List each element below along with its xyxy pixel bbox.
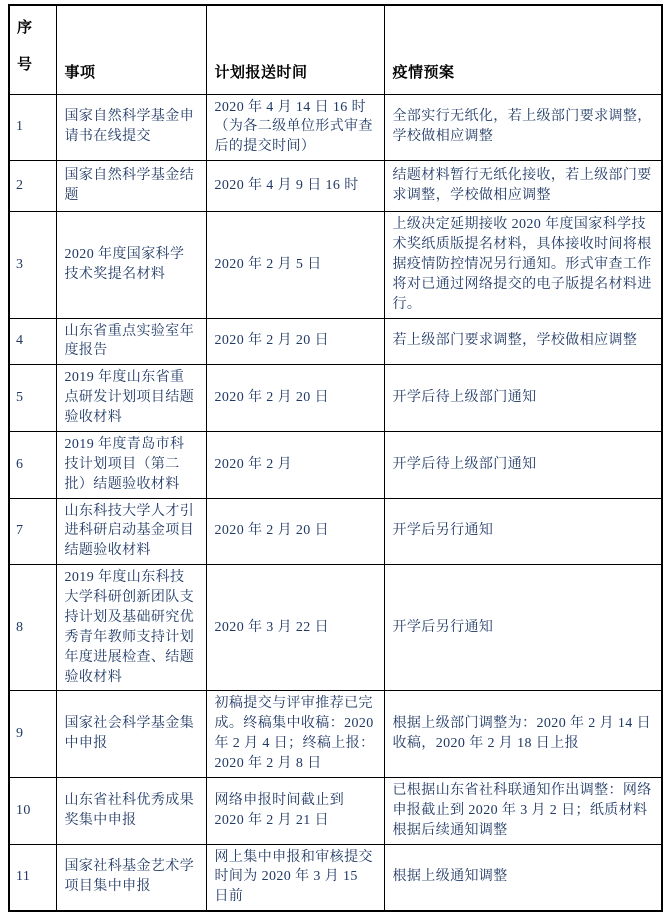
cell-time: 网络申报时间截止到 2020 年 2 月 21 日 (206, 777, 384, 844)
cell-time: 2020 年 2 月 20 日 (206, 498, 384, 565)
cell-plan: 结题材料暂行无纸化接收，若上级部门要求调整，学校做相应调整 (384, 161, 662, 212)
cell-time: 初稿提交与评审推荐已完成。终稿集中收稿：2020 年 2 月 4 日；终稿上报：2020 年 2 月 8 日 (206, 691, 384, 778)
cell-time: 2020 年 2 月 20 日 (206, 318, 384, 365)
cell-item: 国家自然科学基金申请书在线提交 (56, 94, 206, 161)
cell-plan: 根据上级通知调整 (384, 844, 662, 911)
cell-time: 2020 年 4 月 14 日 16 时（为各二级单位形式审查后的提交时间） (206, 94, 384, 161)
cell-no: 3 (9, 212, 56, 318)
cell-item: 山东省重点实验室年度报告 (56, 318, 206, 365)
table-row (9, 365, 662, 432)
cell-item: 国家自然科学基金结题 (56, 161, 206, 212)
table-row (9, 212, 662, 318)
table-row (9, 777, 662, 844)
cell-item: 2019 年度青岛市科技计划项目（第二批）结题验收材料 (56, 431, 206, 498)
header-cell-plan: 疫情预案 (384, 5, 662, 94)
cell-item: 国家社会科学基金集中申报 (56, 691, 206, 778)
cell-plan: 开学后待上级部门通知 (384, 431, 662, 498)
header-cell-no (9, 5, 56, 94)
cell-time: 网上集中申报和审核提交时间为 2020 年 3 月 15 日前 (206, 844, 384, 911)
table-row (9, 318, 662, 365)
cell-item: 2020 年度国家科学技术奖提名材料 (56, 212, 206, 318)
cell-item: 2019 年度山东省重点研发计划项目结题验收材料 (56, 365, 206, 432)
table-row (9, 431, 662, 498)
header-cell-item: 事项 (56, 5, 206, 94)
cell-no: 5 (9, 365, 56, 432)
cell-no: 8 (9, 565, 56, 691)
cell-no: 1 (9, 94, 56, 161)
cell-no: 4 (9, 318, 56, 365)
table-row (9, 94, 662, 161)
header-row (9, 5, 662, 94)
header-cell-time: 计划报送时间 (206, 5, 384, 94)
cell-plan: 开学后另行通知 (384, 498, 662, 565)
table-row (9, 498, 662, 565)
cell-item: 山东科技大学人才引进科研启动基金项目结题验收材料 (56, 498, 206, 565)
cell-plan: 上级决定延期接收 2020 年度国家科学技术奖纸质版提名材料，具体接收时间将根据疫情防控情况另行通知。形式审查工作将对已通过网络提交的电子版提名材料进行。 (384, 212, 662, 318)
cell-no: 6 (9, 431, 56, 498)
table-row (9, 691, 662, 778)
cell-plan: 根据上级部门调整为：2020 年 2 月 14 日收稿，2020 年 2 月 18 日上报 (384, 691, 662, 778)
cell-no: 7 (9, 498, 56, 565)
cell-plan: 已根据山东省社科联通知作出调整：网络申报截止到 2020 年 3 月 2 日；纸质材料根据后续通知调整 (384, 777, 662, 844)
table-row (9, 161, 662, 212)
cell-time: 2020 年 4 月 9 日 16 时 (206, 161, 384, 212)
cell-no: 9 (9, 691, 56, 778)
cell-no: 10 (9, 777, 56, 844)
cell-plan: 全部实行无纸化，若上级部门要求调整，学校做相应调整 (384, 94, 662, 161)
cell-time: 2020 年 2 月 20 日 (206, 365, 384, 432)
table-row (9, 565, 662, 691)
cell-time: 2020 年 2 月 (206, 431, 384, 498)
epidemic-plan-table (8, 4, 663, 912)
cell-plan: 开学后另行通知 (384, 565, 662, 691)
cell-plan: 若上级部门要求调整，学校做相应调整 (384, 318, 662, 365)
cell-time: 2020 年 2 月 5 日 (206, 212, 384, 318)
cell-item: 国家社科基金艺术学项目集中申报 (56, 844, 206, 911)
cell-item: 山东省社科优秀成果奖集中申报 (56, 777, 206, 844)
header-no-label: 序号 (17, 20, 33, 73)
table-row (9, 844, 662, 911)
cell-no: 11 (9, 844, 56, 911)
cell-no: 2 (9, 161, 56, 212)
cell-time: 2020 年 3 月 22 日 (206, 565, 384, 691)
cell-plan: 开学后待上级部门通知 (384, 365, 662, 432)
cell-item: 2019 年度山东科技大学科研创新团队支持计划及基础研究优秀青年教师支持计划年度进展检查、结题验收材料 (56, 565, 206, 691)
